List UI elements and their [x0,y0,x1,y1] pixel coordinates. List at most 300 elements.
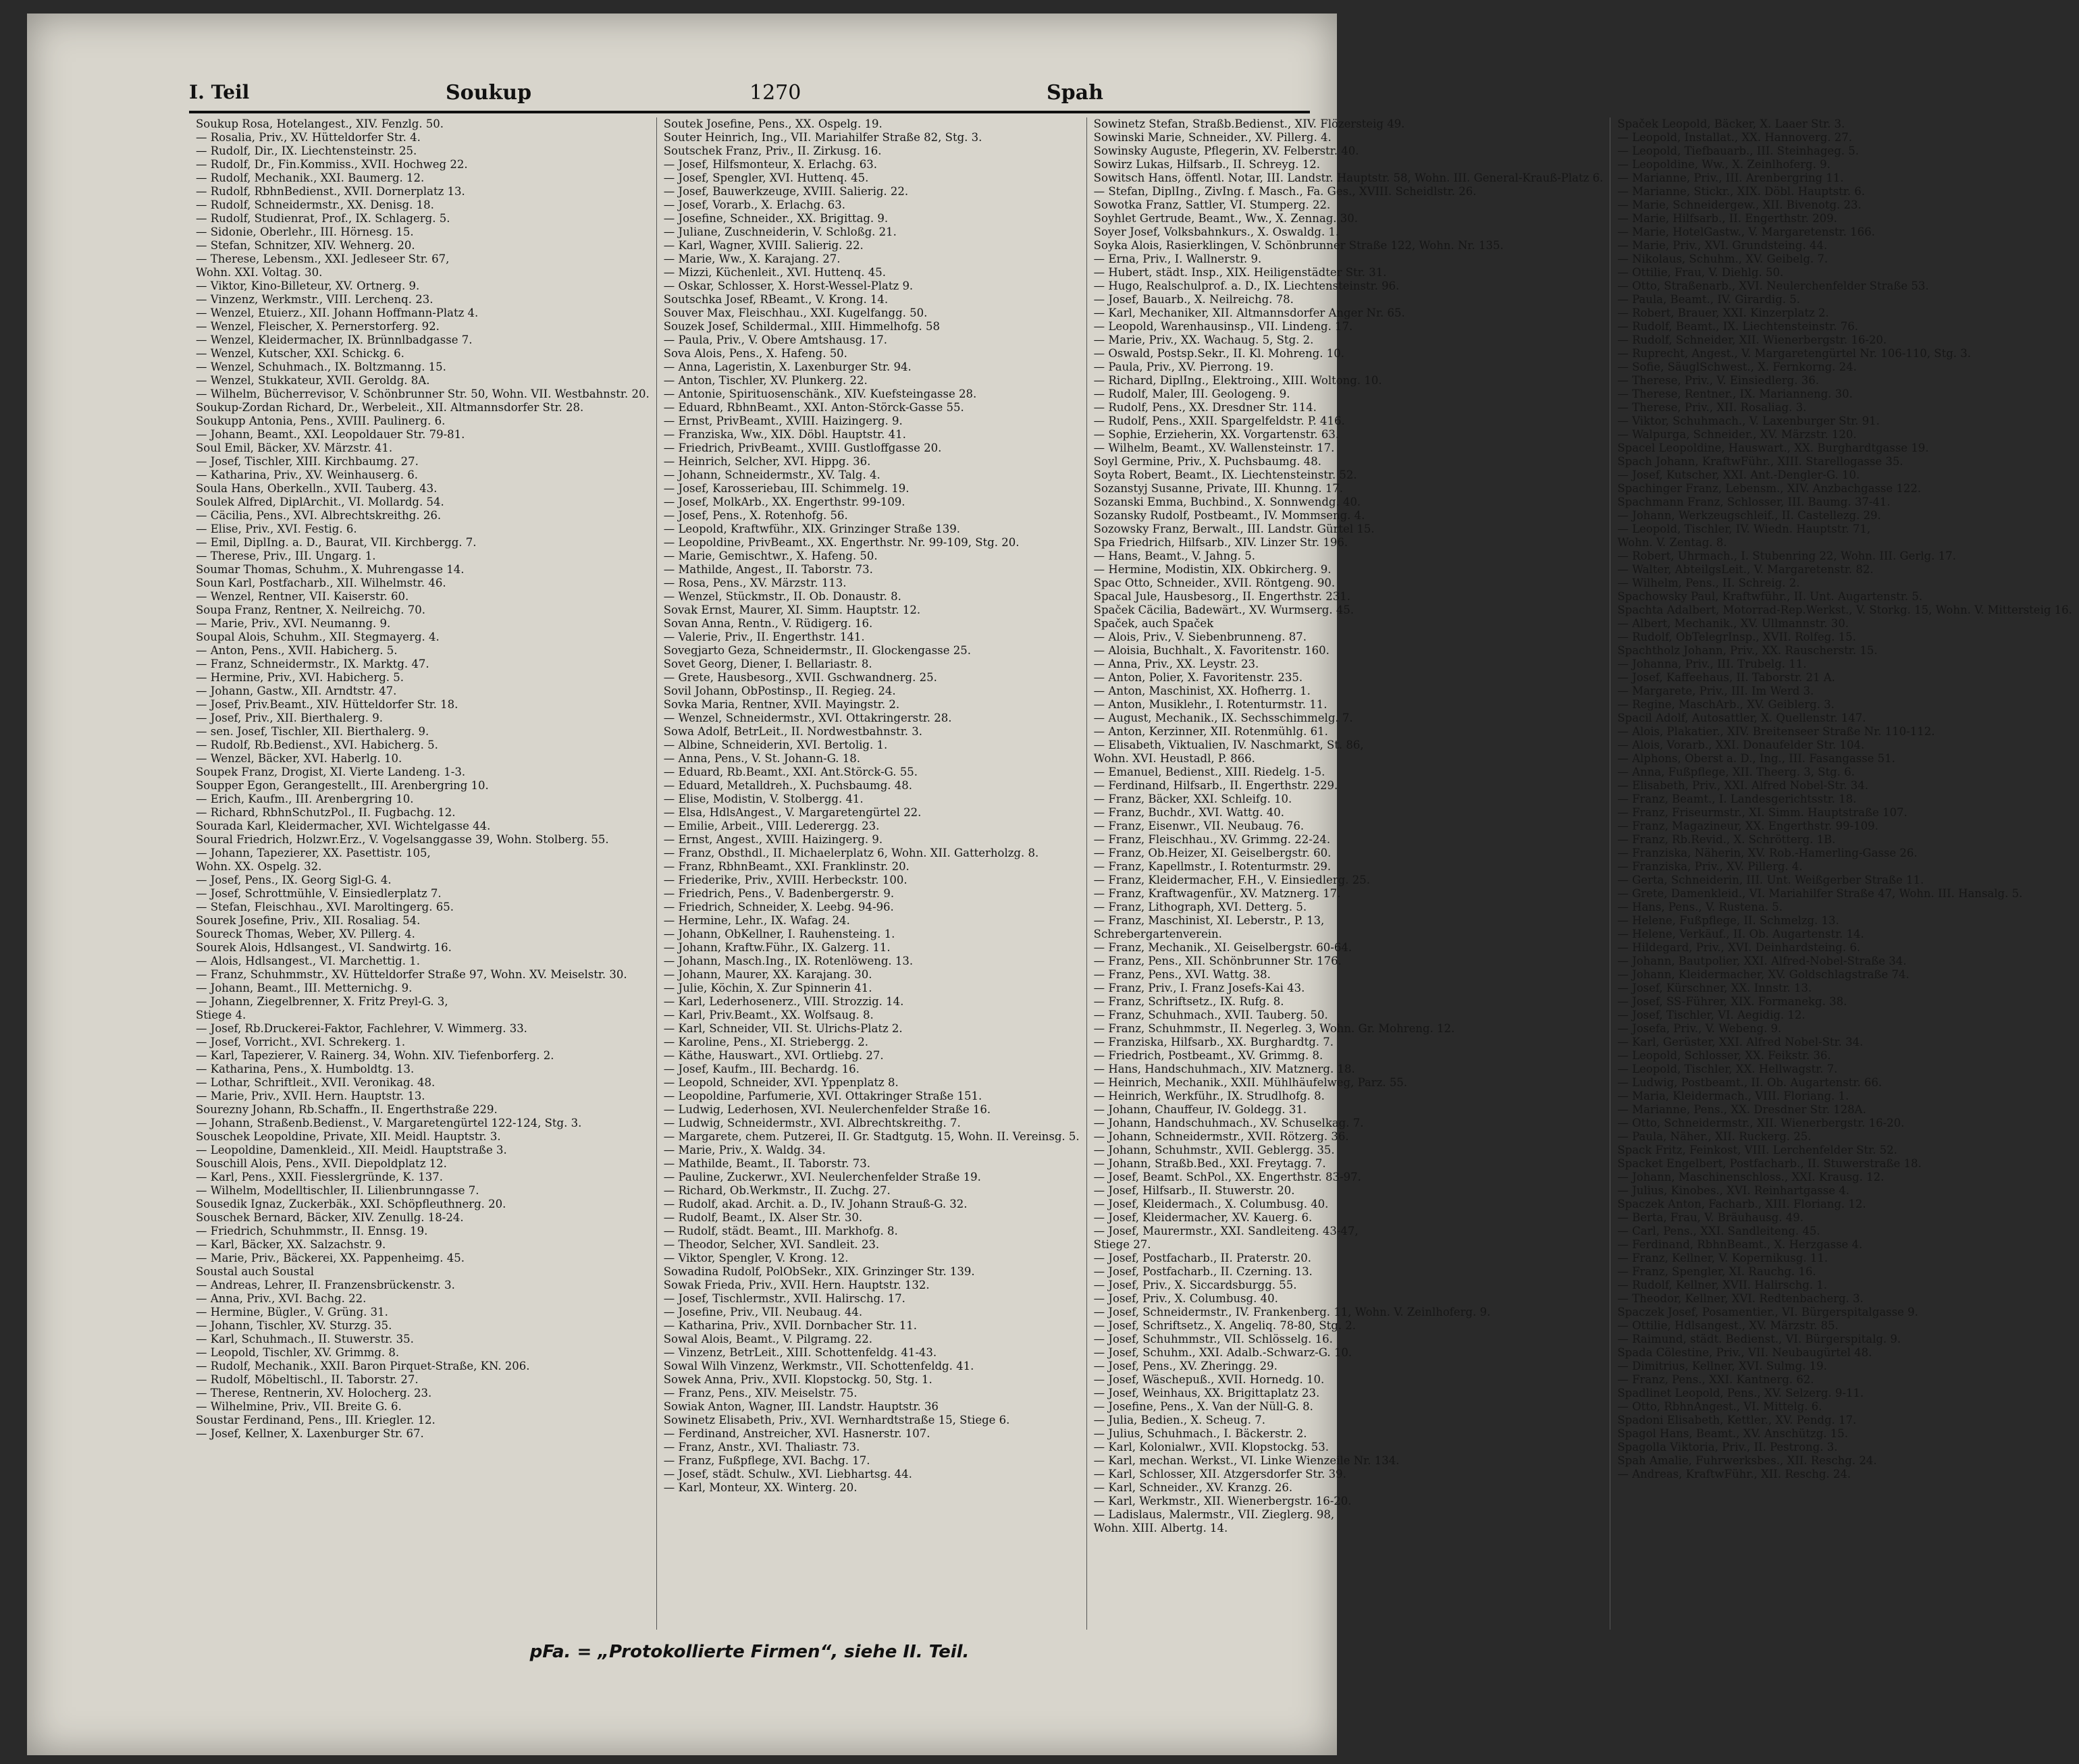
directory-entry: — Eduard, Metalldreh., X. Puchsbaumg. 48. [663,779,912,792]
directory-entry: — Sofie, SäuglSchwest., X. Fernkorng. 24. [1617,360,1857,373]
directory-entry: Soupal Alois, Schuhm., XII. Stegmayerg. 4. [196,631,440,643]
directory-entry: Spada Cölestine, Priv., VII. Neubaugürtel 48. [1617,1346,1872,1359]
directory-entry: — Rudolf, Beamt., IX. Liechtensteinstr. 76. [1617,320,1858,333]
directory-entry: Sovan Anna, Rentn., V. Rüdigerg. 16. [663,617,873,630]
directory-entry: — Josef, Hilfsmonteur, X. Erlachg. 63. [663,158,878,171]
directory-entry: — Richard, RbhnSchutzPol., II. Fugbachg. 12. [196,806,456,819]
directory-entry: — Wenzel, Etuierz., XII. Johann Hoffmann-Platz 4. [196,306,479,319]
directory-entry: — Heinrich, Mechanik., XXII. Mühlhäufelweg, Parz. 55. [1093,1076,1408,1089]
directory-entry: — Anton, Maschinist, XX. Hofherrg. 1. [1093,685,1311,697]
directory-entry: Spaček Cäcilia, Badewärt., XV. Wurmserg. 45. [1093,604,1354,616]
directory-entry: — Karl, Kolonialwr., XVII. Klopstockg. 53. [1093,1441,1330,1453]
directory-entry: Schrebergartenverein. [1093,928,1222,940]
directory-entry: — Andreas, Lehrer, II. Franzensbrückenstr. 3. [196,1279,455,1291]
directory-entry: — Leopold, Tischler, XX. Hellwagstr. 7. [1617,1063,1838,1075]
directory-entry: Soul Emil, Bäcker, XV. Märzstr. 41. [196,442,393,454]
directory-entry: — Franz, Schuhmmstr., XV. Hütteldorfer Straße 97, Wohn. XV. Meiselstr. 30. [196,968,627,981]
header-left-word: Soukup [446,81,532,105]
directory-entry: — Anna, Pens., V. St. Johann-G. 18. [663,752,861,765]
directory-entry: — Marie, Priv., XVII. Hern. Hauptstr. 13. [196,1090,425,1102]
directory-entry: Spacket Engelbert, Postfacharb., II. Stuwerstraße 18. [1617,1157,1922,1170]
directory-entry: — Franz, Schuhmach., XVII. Tauberg. 50. [1093,1009,1328,1021]
page [27,14,2072,1755]
directory-entry: Soun Karl, Postfacharb., XII. Wilhelmstr. 46. [196,577,446,589]
directory-entry: — Otto, RbhnAngest., VI. Mittelg. 6. [1617,1400,1822,1413]
directory-entry: — Emil, DiplIng. a. D., Baurat, VII. Kirchbergg. 7. [196,536,477,549]
directory-entry: — Leopold, Kraftwführ., XIX. Grinzinger Straße 139. [663,523,960,535]
directory-entry: Sourek Alois, Hdlsangest., VI. Sandwirtg. 16. [196,941,452,954]
directory-entry: Sowa Adolf, BetrLeit., II. Nordwestbahnstr. 3. [663,725,923,738]
directory-entry: Wohn. V. Zentag. 8. [1617,536,1727,549]
directory-entry: — Josef, Priv., XII. Bierthalerg. 9. [196,712,384,724]
directory-entry: — Josef, Tischler, XIII. Kirchbaumg. 27. [196,455,419,468]
directory-entry: — Leopold, Tiefbauarb., III. Steinhageg. 5. [1617,144,1859,157]
directory-entry: — Alois, Hdlsangest., VI. Marchettig. 1. [196,955,420,967]
directory-entry: — Josef, städt. Schulw., XVI. Liebhartsg. 44. [663,1468,912,1480]
directory-entry: — Johann, Maurer, XX. Karajang. 30. [663,968,872,981]
directory-entry: — Franz, Priv., I. Franz Josefs-Kai 43. [1093,982,1305,994]
directory-entry: Sourada Karl, Kleidermacher, XVI. Wichtelgasse 44. [196,820,491,832]
directory-entry: — Ernst, PrivBeamt., XVIII. Haizingerg. 9. [663,415,903,427]
directory-entry: — Karl, mechan. Werkst., VI. Linke Wienzeile Nr. 134. [1093,1454,1400,1467]
directory-entry: — Ernst, Angest., XVIII. Haizingerg. 9. [663,833,883,846]
directory-entry: Stiege 4. [196,1009,246,1021]
directory-entry: Sowal Alois, Beamt., V. Pilgramg. 22. [663,1333,872,1345]
directory-entry: Sourek Josefine, Priv., XII. Rosaliag. 54. [196,914,421,927]
directory-entry: — Rosalia, Priv., XV. Hütteldorfer Str. 4. [196,131,421,144]
directory-entry: — Leopold, Installat., XX. Hannoverg. 27. [1617,131,1853,144]
directory-entry: — Friedrich, Schuhmmstr., II. Ennsg. 19. [196,1225,428,1237]
directory-entry: Souschek Leopoldine, Private, XII. Meidl. Hauptstr. 3. [196,1130,501,1143]
directory-entry: — Josef, Schuhm., XXI. Adalb.-Schwarz-G. 10. [1093,1346,1352,1359]
directory-entry: Sowinsky Auguste, Pflegerin, XV. Felberstr. 40. [1093,144,1359,157]
directory-entry: — Wenzel, Bäcker, XVI. Haberlg. 10. [196,752,402,765]
directory-entry: — Heinrich, Werkführ., IX. Strudlhofg. 8. [1093,1090,1325,1102]
directory-entry: — Julia, Bedien., X. Scheug. 7. [1093,1414,1265,1426]
directory-entry: — Robert, Uhrmach., I. Stubenring 22, Wohn. III. Gerlg. 17. [1617,550,1956,562]
directory-entry: — Johanna, Priv., III. Trubelg. 11. [1617,658,1807,670]
directory-entry: Sousedik Ignaz, Zuckerbäk., XXI. Schöpfleuthnerg. 20. [196,1198,506,1210]
directory-entry: — Elise, Modistin, V. Stolbergg. 41. [663,793,864,805]
directory-entry: — Rudolf, Dir., IX. Liechtensteinstr. 25. [196,144,417,157]
directory-entry: — Rudolf, Pens., XXII. Spargelfeldstr. P. 416. [1093,415,1345,427]
directory-entry: — Josef, Hilfsarb., II. Stuwerstr. 20. [1093,1184,1295,1197]
directory-entry: — Franz, Schneidermstr., IX. Marktg. 47. [196,658,429,670]
directory-entry: — Franz, Spengler, XI. Rauchg. 16. [1617,1265,1816,1278]
directory-entry: Spacel Leopoldine, Hauswart., XX. Burghardtgasse 19. [1617,442,1929,454]
directory-entry: — Marie, Gemischtwr., X. Hafeng. 50. [663,550,878,562]
directory-entry: — Franz, Lithograph, XVI. Detterg. 5. [1093,901,1307,913]
directory-entry: Souzek Josef, Schildermal., XIII. Himmelhofg. 58 [663,320,941,333]
directory-entry: Soyer Josef, Volksbahnkurs., X. Oswaldg. 1. [1093,225,1340,238]
directory-entry: — Josef, Priv.Beamt., XIV. Hütteldorfer Str. 18. [196,698,458,711]
directory-entry: — Oskar, Schlosser, X. Horst-Wessel-Platz 9. [663,279,914,292]
directory-entry: — Elise, Priv., XVI. Festig. 6. [196,523,357,535]
directory-entry: Sowak Frieda, Priv., XVII. Hern. Hauptstr. 132. [663,1279,930,1291]
directory-entry: — Rosa, Pens., XV. Märzstr. 113. [663,577,847,589]
directory-entry: — Otto, Straßenarb., XVI. Neulerchenfelder Straße 53. [1617,279,1929,292]
directory-entry: — Ottilie, Hdlsangest., XV. Märzstr. 85. [1617,1319,1839,1332]
directory-entry: — Erna, Priv., I. Wallnerstr. 9. [1093,252,1262,265]
column-4 [1610,117,2079,1630]
page-number: 1270 [749,81,801,105]
directory-entry: — Rudolf, Mechanik., XXII. Baron Pirquet-Straße, KN. 206. [196,1360,530,1372]
directory-entry: — Julie, Köchin, X. Zur Spinnerin 41. [663,982,872,994]
directory-entry: Sowadina Rudolf, PolObSekr., XIX. Grinzinger Str. 139. [663,1265,975,1278]
directory-entry: — Rudolf, Studienrat, Prof., IX. Schlagerg. 5. [196,212,450,225]
directory-entry: — Rudolf, Schneider, XII. Wienerbergstr. 16-20. [1617,333,1887,346]
column-2 [657,117,1087,1630]
directory-entry: Soula Hans, Oberkelln., XVII. Tauberg. 43. [196,482,438,495]
directory-entry: — Berta, Frau, V. Bräuhausg. 49. [1617,1211,1804,1224]
directory-entry: — Rudolf, RbhnBedienst., XVII. Dornerplatz 13. [196,185,465,198]
directory-entry: — Franz, Schriftsetz., IX. Rufg. 8. [1093,995,1284,1008]
directory-entry: — Marianne, Priv., III. Arenbergring 11. [1617,171,1844,184]
directory-entry: Sowinetz Elisabeth, Priv., XVI. Wernhardtstraße 15, Stiege 6. [663,1414,1010,1426]
directory-entry: — Josef, Priv., X. Siccardsburgg. 55. [1093,1279,1297,1291]
directory-entry: — Viktor, Schuhmach., V. Laxenburger Str. 91. [1617,415,1880,427]
directory-entry: — Rudolf, Dr., Fin.Kommiss., XVII. Hochweg 22. [196,158,468,171]
directory-entry: — Josef, Tischlermstr., XVII. Halirschg. 17. [663,1292,905,1305]
directory-entry: Soyhlet Gertrude, Beamt., Ww., X. Zennag. 30. [1093,212,1358,225]
directory-entry: — Josef, Vorricht., XVI. Schrekerg. 1. [196,1036,406,1048]
directory-entry: — Karl, Gerüster, XXI. Alfred Nobel-Str. 34. [1617,1036,1864,1048]
directory-entry: Soutschek Franz, Priv., II. Zirkusg. 16. [663,144,882,157]
directory-entry: Soutschka Josef, RBeamt., V. Krong. 14. [663,293,889,306]
directory-entry: — Franz, Buchdr., XVI. Wattg. 40. [1093,806,1284,819]
directory-entry: — Mizzi, Küchenleit., XVI. Huttenq. 45. [663,266,886,279]
directory-entry: — Friedrich, Schneider, X. Leebg. 94-96. [663,901,894,913]
directory-entry: — Katharina, Pens., X. Humboldtg. 13. [196,1063,415,1075]
directory-entry: — Rudolf, akad. Archit. a. D., IV. Johann Strauß-G. 32. [663,1198,968,1210]
directory-entry: — Franz, Eisenwr., VII. Neubaug. 76. [1093,820,1305,832]
directory-entry: — Karl, Schlosser, XII. Atzgersdorfer Str. 39. [1093,1468,1346,1480]
directory-entry: — Josef, Pens., X. Rotenhofg. 56. [663,509,848,522]
directory-entry: — Elisabeth, Priv., XXI. Alfred Nobel-Str. 34. [1617,779,1868,792]
directory-entry: — Stefan, DiplIng., ZivIng. f. Masch., Fa. Ges., XVIII. Scheidlstr. 26. [1093,185,1477,198]
directory-entry: Soutek Josefine, Pens., XX. Ospelg. 19. [663,117,883,130]
directory-entry: — Franz, Kellner, V. Kopernikusg. 11. [1617,1252,1828,1264]
directory-entry: — Anton, Kerzinner, XII. Rotenmühlg. 61. [1093,725,1328,738]
directory-entry: — Elisabeth, Viktualien, IV. Naschmarkt, St. 86, [1093,739,1364,751]
directory-entry: Sowek Anna, Priv., XVII. Klopstockg. 50, Stg. 1. [663,1373,932,1386]
directory-entry: Stiege 27. [1093,1238,1151,1251]
directory-entry: Spadlinet Leopold, Pens., XV. Selzerg. 9-11. [1617,1387,1864,1399]
directory-entry: — Friedrich, PrivBeamt., XVIII. Gustloffgasse 20. [663,442,942,454]
directory-entry: Soustar Ferdinand, Pens., III. Kriegler. 12. [196,1414,436,1426]
directory-entry: — Paula, Näher., XII. Ruckerg. 25. [1617,1130,1812,1143]
directory-entry: — Elsa, HdlsAngest., V. Margaretengürtel 22. [663,806,922,819]
directory-entry: — Johann, Kraftw.Führ., IX. Galzerg. 11. [663,941,891,954]
directory-entry: — Friedrich, Postbeamt., XV. Grimmg. 8. [1093,1049,1323,1062]
directory-entry: Wohn. XX. Ospelg. 32. [196,860,322,873]
directory-entry: — Franziska, Priv., XV. Pillerg. 4. [1617,860,1803,873]
directory-entry: — Josefine, Pens., X. Van der Nüll-G. 8. [1093,1400,1313,1413]
directory-entry: Spadoni Elisabeth, Kettler., XV. Pendg. 17. [1617,1414,1857,1426]
directory-entry: — Franz, Anstr., XVI. Thaliastr. 73. [663,1441,860,1453]
directory-entry: — Josef, Spengler, XVI. Huttenq. 45. [663,171,869,184]
directory-entry: — Friederike, Priv., XVIII. Herbeckstr. 100. [663,874,907,886]
directory-entry: — Franz, Kleidermacher, F.H., V. Einsiedlerg. 25. [1093,874,1370,886]
directory-entry: — Mathilde, Beamt., II. Taborstr. 73. [663,1157,870,1170]
directory-entry: Souschill Alois, Pens., XVII. Diepoldplatz 12. [196,1157,447,1170]
directory-entry: — Leopoldine, Parfumerie, XVI. Ottakringer Straße 151. [663,1090,982,1102]
directory-entry: — Johann, Gastw., XII. Arndtstr. 47. [196,685,397,697]
directory-entry: Soupa Franz, Rentner, X. Neilreichg. 70. [196,604,425,616]
directory-entry: — Anton, Polier, X. Favoritenstr. 235. [1093,671,1303,684]
directory-entry: Spagolla Viktoria, Priv., II. Pestrong. 3. [1617,1441,1838,1453]
directory-entry: — Marie, Priv., Bäckerei, XX. Pappenheimg. 45. [196,1252,465,1264]
directory-entry: — Rudolf, Kellner, XVII. Halirschg. 1. [1617,1279,1828,1291]
directory-entry: — Hans, Beamt., V. Jahng. 5. [1093,550,1255,562]
directory-entry: — Wilhelmine, Priv., VII. Breite G. 6. [196,1400,402,1413]
page-header [189,81,1310,108]
directory-entry: — Viktor, Spengler, V. Krong. 12. [663,1252,849,1264]
directory-entry: — Anton, Musiklehr., I. Rotenturmstr. 11. [1093,698,1327,711]
directory-entry: — Ludwig, Postbeamt., II. Ob. Augartenstr. 66. [1617,1076,1883,1089]
directory-entry: — Karl, Monteur, XX. Winterg. 20. [663,1481,858,1494]
directory-entry: Souver Max, Fleischhau., XXI. Kugelfangg. 50. [663,306,928,319]
column-3 [1087,117,1611,1630]
directory-entry: Souschek Bernard, Bäcker, XIV. Zenullg. 18-24. [196,1211,464,1224]
directory-entry: — Aloisia, Buchhalt., X. Favoritenstr. 160. [1093,644,1330,657]
directory-entry: Soyta Robert, Beamt., IX. Liechtensteinstr. 52. [1093,469,1357,481]
directory-entry: — Franz, Bäcker, XXI. Schleifg. 10. [1093,793,1292,805]
directory-entry: — Johann, Schneidermstr., XVII. Rötzerg. 36. [1093,1130,1349,1143]
directory-entry: — Franz, Schuhmmstr., II. Negerleg. 3, Wohn. Gr. Mohreng. 12. [1093,1022,1455,1035]
directory-entry: Sovil Johann, ObPostinsp., II. Regieg. 24. [663,685,896,697]
directory-entry: — Carl, Pens., XXI. Sandleiteng. 45. [1617,1225,1820,1237]
directory-entry: — Johann, Werkzeugschleif., II. Castellezg. 29. [1617,509,1881,522]
directory-entry: — Friedrich, Pens., V. Badenbergerstr. 9. [663,887,895,900]
directory-entry: — Margarete, Priv., III. Im Werd 3. [1617,685,1814,697]
directory-entry: Sowirz Lukas, Hilfsarb., II. Schreyg. 12. [1093,158,1320,171]
directory-entry: — Johann, Masch.Ing., IX. Rotenlöweng. 13. [663,955,914,967]
directory-entry: — Robert, Brauer, XXI. Kinzerplatz 2. [1617,306,1829,319]
directory-entry: — Juliane, Zuschneiderin, V. Schloßg. 21. [663,225,897,238]
directory-entry: — Ladislaus, Malermstr., VII. Zieglerg. 98, [1093,1508,1335,1521]
directory-entry: — Josef, Tischler, VI. Aegidig. 12. [1617,1009,1806,1021]
directory-entry: Wohn. XVI. Heustadl, P. 866. [1093,752,1255,765]
directory-entry: Spaček, auch Spaček [1093,617,1214,630]
directory-entry: — Josef, Pens., IX. Georg Sigl-G. 4. [196,874,392,886]
directory-entry: — Wenzel, Schuhmach., IX. Boltzmanng. 15. [196,360,446,373]
directory-entry: — Hans, Handschuhmach., XIV. Matznerg. 18. [1093,1063,1355,1075]
directory-entry: — Franz, Beamt., I. Landesgerichtsstr. 18. [1617,793,1857,805]
directory-entry: — Albine, Schneiderin, XVI. Bertolig. 1. [663,739,888,751]
directory-entry: — Josef, Vorarb., X. Erlachg. 63. [663,198,845,211]
directory-entry: — Josefine, Schneider., XX. Brigittag. 9. [663,212,889,225]
directory-entry: Soyl Germine, Priv., X. Puchsbaumg. 48. [1093,455,1322,468]
directory-entry: — Franz, Mechanik., XI. Geiselbergstr. 60-64. [1093,941,1352,954]
directory-entry: — Anton, Pens., XVII. Habicherg. 5. [196,644,398,657]
directory-entry: — Johann, Schuhmstr., XVII. Geblergg. 35. [1093,1144,1335,1156]
directory-entry: — Käthe, Hauswart., XVI. Ortliebg. 27. [663,1049,884,1062]
directory-entry: — Josefa, Priv., V. Webeng. 9. [1617,1022,1782,1035]
directory-entry: — Ferdinand, Anstreicher, XVI. Hasnerstr. 107. [663,1427,930,1440]
directory-entry: — Leopoldine, PrivBeamt., XX. Engerthstr. Nr. 99-109, Stg. 20. [663,536,1020,549]
directory-entry: Sozanstyj Susanne, Private, III. Khunng. 17. [1093,482,1344,495]
directory-entry: — Karl, Bäcker, XX. Salzachstr. 9. [196,1238,386,1251]
directory-entry: Soumar Thomas, Schuhm., X. Muhrengasse 14. [196,563,465,576]
directory-entry: Sowinetz Stefan, Straßb.Bedienst., XIV. Flözersteig 49. [1093,117,1405,130]
directory-entry: — Paula, Beamt., IV. Girardig. 5. [1617,293,1800,306]
directory-entry: — Marie, Hilfsarb., II. Engerthstr. 209. [1617,212,1837,225]
directory-entry: — Franz, Fleischhau., XV. Grimmg. 22-24. [1093,833,1331,846]
directory-entry: Sowitsch Hans, öffentl. Notar, III. Landstr. Hauptstr. 58, Wohn. III. General-Krauß-Platz 6. [1093,171,1604,184]
directory-entry: — Josefine, Priv., VII. Neubaug. 44. [663,1306,863,1318]
directory-entry: — Paula, Priv., XV. Pierrong. 19. [1093,360,1274,373]
directory-entry: — Karl, Schneider, VII. St. Ulrichs-Platz 2. [663,1022,903,1035]
directory-entry: — Sophie, Erzieherin, XX. Vorgartenstr. 63. [1093,428,1340,441]
directory-entry: — Mathilde, Angest., II. Taborstr. 73. [663,563,873,576]
directory-entry: Sovka Maria, Rentner, XVII. Mayingstr. 2. [663,698,900,711]
directory-entry: — Eduard, Rb.Beamt., XXI. Ant.Störck-G. 55. [663,766,918,778]
page-content [189,81,2072,1688]
directory-entry: — Alois, Priv., V. Siebenbrunneng. 87. [1093,631,1307,643]
directory-entry: — Ludwig, Schneidermstr., XVI. Albrechtskreithg. 7. [663,1117,961,1129]
directory-entry: — Josef, Postfacharb., II. Praterstr. 20. [1093,1252,1312,1264]
directory-entry: — Josef, Kaffeehaus, II. Taborstr. 21 A. [1617,671,1835,684]
directory-entry: — Wenzel, Fleischer, X. Pernerstorferg. 92. [196,320,440,333]
directory-entry: — Leopold, Warenhausinsp., VII. Lindeng. 17. [1093,320,1353,333]
directory-entry: — Josef, Weinhaus, XX. Brigittaplatz 23. [1093,1387,1320,1399]
part-label: I. Teil [189,81,250,103]
directory-entry: — Leopoldine, Damenkleid., XII. Meidl. Hauptstraße 3. [196,1144,507,1156]
directory-entry: — Josef, Kleidermach., X. Columbusg. 40. [1093,1198,1329,1210]
directory-entry: — Heinrich, Selcher, XVI. Hippg. 36. [663,455,871,468]
directory-columns [189,117,2072,1630]
directory-entry: — August, Mechanik., IX. Sechsschimmelg. 7. [1093,712,1353,724]
directory-entry: — Grete, Damenkleid., VI. Mariahilfer Straße 47, Wohn. III. Hansalg. 5. [1617,887,2023,900]
directory-entry: Soyka Alois, Rasierklingen, V. Schönbrunner Straße 122, Wohn. Nr. 135. [1093,239,1504,252]
directory-entry: — Alois, Vorarb., XXI. Donaufelder Str. 104. [1617,739,1865,751]
directory-entry: Soupek Franz, Drogist, XI. Vierte Landeng. 1-3. [196,766,466,778]
directory-entry: — Franziska, Ww., XIX. Döbl. Hauptstr. 41. [663,428,906,441]
directory-entry: — Andreas, KraftwFühr., XII. Reschg. 24. [1617,1468,1851,1480]
directory-entry: — Marie, Ww., X. Karajang. 27. [663,252,841,265]
directory-entry: — Nikolaus, Schuhm., XV. Geibelg. 7. [1617,252,1828,265]
directory-entry: — Gerta, Schneiderin, III. Unt. Weißgerber Straße 11. [1617,874,1924,886]
directory-entry: Soural Friedrich, Holzwr.Erz., V. Vogelsanggasse 39, Wohn. Stolberg. 55. [196,833,609,846]
directory-entry: — Anna, Fußpflege, XII. Theerg. 3, Stg. 6. [1617,766,1855,778]
directory-entry: — Franziska, Näherin, XV. Rob.-Hamerling-Gasse 26. [1617,847,1918,859]
directory-entry: — Josef, Pens., XV. Zheringg. 29. [1093,1360,1278,1372]
directory-entry: — Rudolf, Beamt., IX. Alser Str. 30. [663,1211,863,1224]
directory-entry: — Karl, Tapezierer, V. Rainerg. 34, Wohn. XIV. Tiefenborferg. 2. [196,1049,554,1062]
directory-entry: — Marie, Priv., XVI. Neumanng. 9. [196,617,391,630]
directory-entry: Spachowsky Paul, Kraftwführ., II. Unt. Augartenstr. 5. [1617,590,1923,603]
directory-entry: — Anton, Tischler, XV. Plunkerg. 22. [663,374,868,387]
directory-entry: — Josef, Kellner, X. Laxenburger Str. 67. [196,1427,424,1440]
directory-entry: — Johann, Beamt., III. Metternichg. 9. [196,982,413,994]
directory-entry: — Wenzel, Stukkateur, XVII. Geroldg. 8A. [196,374,430,387]
directory-entry: — Valerie, Priv., II. Engerthstr. 141. [663,631,865,643]
directory-entry: — Josef, Rb.Druckerei-Faktor, Fachlehrer, V. Wimmerg. 33. [196,1022,527,1035]
directory-entry: — Helene, Verkäuf., II. Ob. Augartenstr. 14. [1617,928,1864,940]
directory-entry: — sen. Josef, Tischler, XII. Bierthalerg. 9. [196,725,429,738]
directory-entry: — Walter, AbteilgsLeit., V. Margaretenstr. 82. [1617,563,1874,576]
directory-entry: — Katharina, Priv., XV. Weinhauserg. 6. [196,469,419,481]
directory-entry: — Josef, Schrottmühle, V. Einsiedlerplatz 7. [196,887,442,900]
directory-entry: Spagol Hans, Beamt., XV. Anschützg. 15. [1617,1427,1848,1440]
directory-entry: — Franz, Magazineur, XX. Engerthstr. 99-109. [1617,820,1878,832]
directory-entry: — Wenzel, Stückmstr., II. Ob. Donaustr. 8. [663,590,901,603]
directory-entry: — Katharina, Priv., XVII. Dornbacher Str. 11. [663,1319,917,1332]
directory-entry: — Theodor, Selcher, XVI. Sandleit. 23. [663,1238,880,1251]
directory-entry: — Rudolf, Rb.Bedienst., XVI. Habicherg. 5. [196,739,438,751]
directory-entry: — Wilhelm, Bücherrevisor, V. Schönbrunner Str. 50, Wohn. VII. Westbahnstr. 20. [196,387,650,400]
directory-entry: — Regine, MaschArb., XV. Geiblerg. 3. [1617,698,1835,711]
directory-entry: — Therese, Rentner., IX. Marianneng. 30. [1617,387,1853,400]
directory-entry: — Wenzel, Schneidermstr., XVI. Ottakringerstr. 28. [663,712,952,724]
directory-entry: — Wilhelm, Modelltischler, II. Lilienbrunngasse 7. [196,1184,479,1197]
directory-entry: — Marianne, Pens., XX. Dresdner Str. 128A. [1617,1103,1866,1116]
directory-entry: — Oswald, Postsp.Sekr., II. Kl. Mohreng. 10. [1093,347,1344,360]
directory-entry: — Karl, Werkmstr., XII. Wienerbergstr. 16-20. [1093,1495,1352,1507]
directory-entry: — Josef, Schneidermstr., IV. Frankenberg. 11, Wohn. V. Zeinlhoferg. 9. [1093,1306,1491,1318]
directory-entry: — Josef, Priv., X. Columbusg. 40. [1093,1292,1278,1305]
directory-entry: — Rudolf, Pens., XX. Dresdner Str. 114. [1093,401,1317,414]
directory-entry: — Stefan, Fleischhau., XVI. Maroltingerg. 65. [196,901,454,913]
directory-entry: — Karl, Schuhmach., II. Stuwerstr. 35. [196,1333,414,1345]
directory-entry: — Franz, Obsthdl., II. Michaelerplatz 6, Wohn. XII. Gatterholzg. 8. [663,847,1039,859]
directory-entry: — Therese, Lebensm., XXI. Jedleseer Str. 67, [196,252,450,265]
directory-entry: — Franziska, Hilfsarb., XX. Burghardtg. 7. [1093,1036,1334,1048]
directory-entry: Sovet Georg, Diener, I. Bellariastr. 8. [663,658,872,670]
directory-entry: — Karl, Pens., XXII. Fiesslergründe, K. 137. [196,1171,443,1183]
header-right-word: Spah [1047,81,1103,105]
directory-entry: Spach Johann, KraftwFühr., XIII. Starellogasse 35. [1617,455,1903,468]
directory-entry: — Emanuel, Bedienst., XIII. Riedelg. 1-5. [1093,766,1325,778]
directory-entry: — Franz, Kraftwagenfür., XV. Matznerg. 17. [1093,887,1341,900]
directory-entry: Wohn. XXI. Voltag. 30. [196,266,323,279]
directory-entry: — Johann, Ziegelbrenner, X. Fritz Preyl-G. 3, [196,995,448,1008]
directory-entry: — Leopold, Tischler, XV. Grimmg. 8. [196,1346,400,1359]
directory-entry: Soupper Egon, Gerangestellt., III. Arenbergring 10. [196,779,489,792]
directory-entry: — Helene, Fußpflege, II. Schmelzg. 13. [1617,914,1839,927]
directory-entry: — Stefan, Schnitzer, XIV. Wehnerg. 20. [196,239,415,252]
directory-entry: — Josef, Beamt. SchPol., XX. Engerthstr. 83-97. [1093,1171,1361,1183]
directory-entry: — Otto, Schneidermstr., XII. Wienerbergstr. 16-20. [1617,1117,1905,1129]
directory-entry: — Therese, Priv., III. Ungarg. 1. [196,550,376,562]
directory-entry: — Johann, Kleidermacher, XV. Goldschlagstraße 74. [1617,968,1910,981]
directory-entry: Spachtholz Johann, Priv., XX. Rauscherstr. 15. [1617,644,1878,657]
directory-entry: Sovegjarto Geza, Schneidermstr., II. Glockengasse 25. [663,644,971,657]
directory-entry: Sozansky Rudolf, Postbeamt., IV. Mommseng. 4. [1093,509,1365,522]
directory-entry: Wohn. XIII. Albertg. 14. [1093,1522,1228,1534]
directory-entry: — Alois, Plakatier., XIV. Breitenseer Straße Nr. 110-112. [1617,725,1935,738]
directory-entry: — Viktor, Kino-Billeteur, XV. Ortnerg. 9. [196,279,420,292]
directory-entry: — Lothar, Schriftleit., XVII. Veronikag. 48. [196,1076,436,1089]
column-1 [189,117,657,1630]
directory-entry: — Franz, Kapellmstr., I. Rotenturmstr. 29. [1093,860,1332,873]
directory-entry: — Johann, Straßenb.Bedienst., V. Margaretengürtel 122-124, Stg. 3. [196,1117,582,1129]
directory-entry: — Josef, Kutscher, XXI. Ant.-Dengler-G. 10. [1617,469,1860,481]
directory-entry: — Josef, Schriftsetz., X. Angeliq. 78-80, Stg. 2. [1093,1319,1357,1332]
directory-entry: — Raimund, städt. Bedienst., VI. Bürgerspitalg. 9. [1617,1333,1901,1345]
directory-entry: — Alphons, Oberst a. D., Ing., III. Fasangasse 51. [1617,752,1895,765]
directory-entry: — Hildegard, Priv., XVI. Deinhardsteing. 6. [1617,941,1861,954]
directory-entry: Spachinger Franz, Lebensm., XIV. Anzbachgasse 122. [1617,482,1922,495]
directory-entry: Souter Heinrich, Ing., VII. Mariahilfer Straße 82, Stg. 3. [663,131,982,144]
directory-entry: — Marie, Schneidergew., XII. Bivenotg. 23. [1617,198,1862,211]
directory-entry: Spah Amalie, Fuhrwerksbes., XII. Reschg. 24. [1617,1454,1877,1467]
directory-entry: — Dimitrius, Kellner, XVI. Sulmg. 19. [1617,1360,1827,1372]
directory-entry: — Grete, Hausbesorg., XVII. Gschwandnerg. 25. [663,671,937,684]
directory-entry: — Wenzel, Kleidermacher, IX. Brünnlbadgasse 7. [196,333,473,346]
directory-entry: Soureck Thomas, Weber, XV. Pillerg. 4. [196,928,415,940]
